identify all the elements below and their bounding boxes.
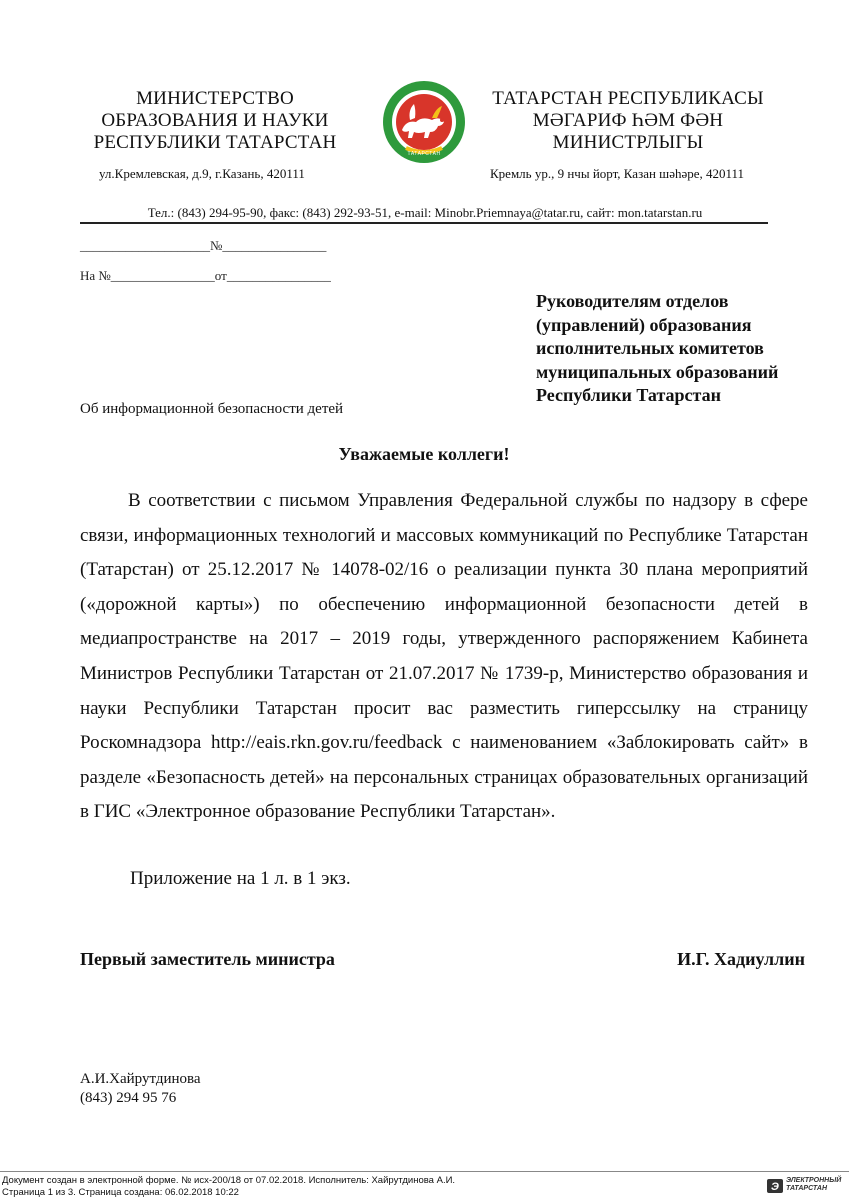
reg-number-line: ____________________№________________ — [80, 238, 327, 253]
signature-name: И.Г. Хадиуллин — [677, 949, 805, 969]
tatarstan-emblem-icon — [382, 80, 466, 164]
executor-name: А.И.Хайрутдинова — [80, 1071, 201, 1087]
footer-info — [2, 1175, 455, 1199]
logo-text: ЭЛЕКТРОННЫЙ — [786, 1177, 842, 1184]
subject-line: Об информационной безопасности детей — [80, 401, 344, 417]
ministry-name-tt-line: МИНИСТРЛЫГЫ — [552, 132, 704, 153]
recipient-line: Руководителям отделов — [536, 291, 729, 311]
signature-position: Первый заместитель министра — [80, 949, 335, 969]
footer-divider — [0, 1171, 849, 1172]
recipient-line: (управлений) образования — [536, 314, 752, 335]
recipient-line: муниципальных образований — [536, 361, 779, 382]
address-tt: Кремль ур., 9 нчы йорт, Казан шәһәре, 420111 — [490, 166, 745, 181]
attachment-note: Приложение на 1 л. в 1 экз. — [130, 868, 351, 889]
footer-line: Страница 1 из 3. Страница создана: 06.02.2018 10:22 — [2, 1187, 239, 1198]
address-ru: ул.Кремлевская, д.9, г.Казань, 420111 — [99, 166, 305, 181]
ministry-name-tt-line: МӘГАРИФ ҺӘМ ФӘН — [532, 110, 724, 131]
ministry-name-ru-line: РЕСПУБЛИКИ ТАТАРСТАН — [93, 132, 337, 153]
electronic-tatarstan-logo — [766, 1176, 842, 1196]
logo-text: ТАТАРСТАН — [786, 1185, 827, 1192]
footer-line: Документ создан в электронной форме. № исх-200/18 от 07.02.2018. Исполнитель: Хайрутдинова А.И. — [2, 1175, 456, 1186]
ministry-name-ru-line: ОБРАЗОВАНИЯ И НАУКИ — [101, 110, 329, 131]
recipient-line: Республики Татарстан — [536, 385, 721, 405]
reg-reference-line: На №________________от________________ — [80, 268, 331, 283]
ministry-name-ru-line: МИНИСТЕРСТВО — [136, 88, 294, 109]
svg-text:Э: Э — [771, 1181, 779, 1193]
recipient-block — [536, 290, 826, 408]
executor-phone: (843) 294 95 76 — [80, 1090, 177, 1106]
emblem-label: ТАТАРСТАН — [407, 151, 441, 157]
ministry-name-ru — [60, 88, 370, 154]
recipient-line: исполнительных комитетов — [536, 338, 764, 358]
ministry-name-tt-line: ТАТАРСТАН РЕСПУБЛИКАСЫ — [492, 88, 764, 109]
body-paragraph: В соответствии с письмом Управления Федеральной службы по надзору в сфере связи, информационных технологий и массовых коммуникаций по Республике Татарстан (Татарстан) от 25.12.2017 № 14078-02/16 о реализации пункта 30 плана мероприятий («дорожной карты») по обеспечению информационной безопасности детей в медиапространстве на 2017 – 2019 годы, утвержденного распоряжением Кабинета Министров Республики Татарстан от 21.07.2017 № 1739-р, Министерство образования и науки Республики Татарстан просит вас разместить гиперссылку на страницу Роскомнадзора http://eais.rkn.gov.ru/feedback с наименованием «Заблокировать сайт» в разделе «Безопасность детей» на персональных страницах образовательных организаций в ГИС «Электронное образование Республики Татарстан». — [80, 490, 808, 823]
salutation: Уважаемые коллеги! — [338, 444, 510, 464]
ministry-name-tt — [478, 88, 778, 154]
contacts-line: Тел.: (843) 294-95-90, факс: (843) 292-93-51, e-mail: Minobr.Priemnaya@tatar.ru, сайт: mon.tatarstan.ru — [147, 205, 703, 220]
letter-body — [80, 484, 808, 830]
header-divider — [80, 222, 768, 224]
e-logo-icon — [766, 1177, 784, 1195]
